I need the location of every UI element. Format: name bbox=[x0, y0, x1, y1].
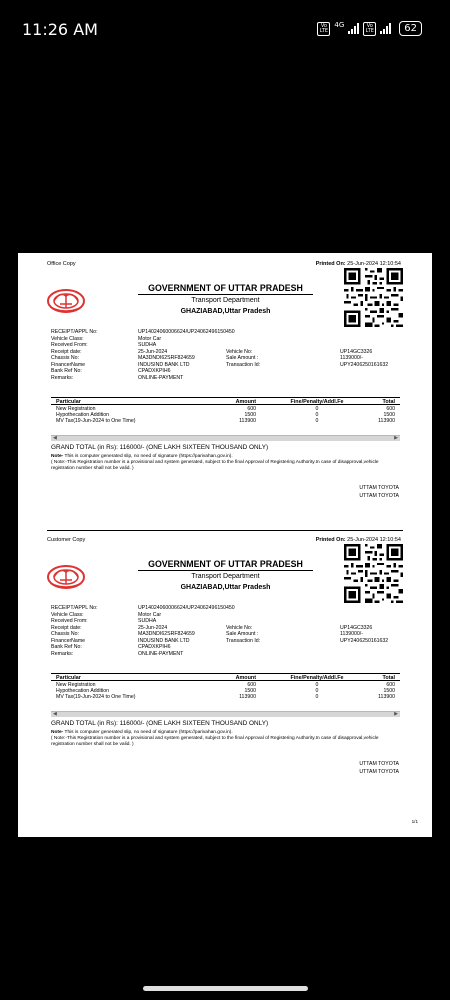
printed-label: Printed On: bbox=[315, 261, 346, 267]
vehicle-no-value: UP14GC3326 bbox=[340, 348, 373, 355]
sale-amount-label: Sale Amount : bbox=[226, 631, 259, 637]
financer-label: FinancerName bbox=[51, 637, 86, 644]
status-icons bbox=[317, 21, 422, 36]
note bbox=[51, 454, 403, 473]
printed-on bbox=[316, 261, 401, 267]
financer-value: INDUSIND BANK LTD bbox=[138, 637, 190, 644]
remarks-label: Remarks: bbox=[51, 650, 74, 657]
grand-total: GRAND TOTAL (in Rs): 116000/- (ONE LAKH SIXTEEN THOUSAND ONLY) bbox=[51, 720, 269, 727]
cell-amount: 1500 bbox=[244, 412, 256, 419]
signal-icon bbox=[348, 23, 359, 34]
cell-total: 113900 bbox=[378, 418, 395, 425]
cell-total: 1500 bbox=[383, 412, 395, 419]
receipt-date-value: 25-Jun-2024 bbox=[138, 624, 168, 631]
cell-particular: New Registration bbox=[56, 406, 96, 412]
financer-label: FinancerName bbox=[51, 361, 86, 368]
transaction-label: Transaction Id: bbox=[226, 361, 261, 368]
cell-fine: 0 bbox=[315, 682, 319, 688]
office-city: GHAZIABAD,Uttar Pradesh bbox=[180, 584, 271, 591]
vehicle-no-label: Vehicle No: bbox=[226, 624, 253, 631]
vehicle-class-label: Vehicle Class: bbox=[51, 335, 84, 342]
status-time: 11:26 AM bbox=[22, 20, 98, 39]
note-bold: Note- bbox=[51, 454, 64, 459]
cell-fine: 0 bbox=[315, 406, 319, 412]
cell-total: 600 bbox=[386, 682, 395, 688]
transaction-label: Transaction Id: bbox=[226, 637, 261, 644]
copy-label: Office Copy bbox=[47, 261, 76, 267]
cell-fine: 0 bbox=[315, 694, 319, 701]
signal-icon-2 bbox=[380, 23, 391, 34]
sale-amount-label: Sale Amount : bbox=[226, 355, 259, 361]
copy-label: Customer Copy bbox=[47, 537, 86, 543]
transaction-value: UPY2406250161632 bbox=[340, 637, 389, 644]
header-total: Total bbox=[382, 675, 395, 681]
printed-value: 25-Jun-2024 12:10:54 bbox=[347, 261, 401, 267]
bank-ref-value: CPADXKPIH6 bbox=[138, 644, 171, 650]
table-row bbox=[51, 417, 400, 423]
remarks-value: ONLINE-PAYMENT bbox=[138, 374, 184, 381]
volte-icon: Vo LTE bbox=[317, 22, 330, 36]
receipt-date-label: Receipt date: bbox=[51, 348, 82, 355]
printed-label: Printed On: bbox=[315, 537, 346, 543]
note-text: This is computer generated slip, no need of signature (https://parivahan.gov.in). bbox=[63, 730, 233, 735]
header-fine: Fine/Penalty/Addl.Fe bbox=[290, 675, 344, 681]
dealer-name-2: UTTAM TOYOTA bbox=[359, 492, 399, 499]
gov-title: GOVERNMENT OF UTTAR PRADESH bbox=[138, 559, 313, 571]
cell-amount: 113900 bbox=[239, 418, 256, 425]
header-amount: Amount bbox=[235, 399, 256, 405]
chassis-value: MA3DNDI62SRF824659 bbox=[138, 631, 195, 637]
cell-fine: 0 bbox=[315, 418, 319, 425]
fee-table bbox=[51, 673, 400, 700]
cell-amount: 600 bbox=[247, 406, 256, 412]
cell-total: 113900 bbox=[378, 694, 395, 701]
received-from-value: SUDHA bbox=[138, 618, 157, 624]
bank-ref-value: CPADXKPIH6 bbox=[138, 368, 171, 374]
network-type: 4G bbox=[334, 20, 345, 29]
vehicle-no-label: Vehicle No: bbox=[226, 348, 253, 355]
up-emblem-logo bbox=[46, 286, 86, 314]
header-fine: Fine/Penalty/Addl.Fe bbox=[290, 399, 344, 405]
table-row bbox=[51, 693, 400, 699]
remarks-value: ONLINE-PAYMENT bbox=[138, 650, 184, 657]
received-from-label: Received From: bbox=[51, 342, 88, 348]
cell-fine: 0 bbox=[315, 412, 319, 419]
fee-table bbox=[51, 397, 400, 424]
cell-particular: Hypothecation Addition bbox=[56, 412, 110, 419]
fee-table-header bbox=[51, 673, 400, 681]
horizontal-scrollbar[interactable] bbox=[51, 711, 400, 717]
grand-total: GRAND TOTAL (in Rs): 116000/- (ONE LAKH SIXTEEN THOUSAND ONLY) bbox=[51, 444, 269, 451]
vehicle-class-value: Motor Car bbox=[138, 611, 162, 618]
transaction-value: UPY2406250161632 bbox=[340, 361, 389, 368]
note-bold: Note- bbox=[51, 730, 64, 735]
chassis-label: Chassis No: bbox=[51, 355, 79, 361]
sale-amount-value: 1139000/- bbox=[340, 631, 363, 637]
fee-table-header bbox=[51, 397, 400, 405]
up-emblem-logo bbox=[46, 562, 86, 590]
cell-amount: 1500 bbox=[244, 688, 256, 695]
volte-icon-2: Vo LTE bbox=[363, 22, 376, 36]
qr-code bbox=[344, 544, 403, 603]
header-amount: Amount bbox=[235, 675, 256, 681]
receipt-date-value: 25-Jun-2024 bbox=[138, 348, 168, 355]
vehicle-class-label: Vehicle Class: bbox=[51, 611, 84, 618]
scroll-right-icon[interactable]: ▶ bbox=[394, 711, 398, 717]
note bbox=[51, 730, 403, 749]
cell-total: 600 bbox=[386, 406, 395, 412]
header-particular: Particular bbox=[56, 675, 81, 681]
dealer-name-2: UTTAM TOYOTA bbox=[359, 768, 399, 775]
receipt-appl-label: RECEIPT/APPL No: bbox=[51, 605, 98, 611]
cell-total: 1500 bbox=[383, 688, 395, 695]
page-number: 1/1 bbox=[411, 819, 418, 824]
received-from-label: Received From: bbox=[51, 618, 88, 624]
battery-icon: 62 bbox=[399, 21, 422, 36]
qr-code bbox=[344, 268, 403, 327]
receipt-appl-value: UP14024060006624/UP24062496150450 bbox=[138, 605, 235, 611]
cell-amount: 113900 bbox=[239, 694, 256, 701]
printed-value: 25-Jun-2024 12:10:54 bbox=[347, 537, 401, 543]
financer-value: INDUSIND BANK LTD bbox=[138, 361, 190, 368]
receipt-date-label: Receipt date: bbox=[51, 624, 82, 631]
received-from-value: SUDHA bbox=[138, 342, 157, 348]
chassis-value: MA3DNDI62SRF824659 bbox=[138, 355, 195, 361]
cell-particular: MV Tax(19-Jun-2024 to One Time) bbox=[56, 418, 136, 425]
gesture-nav-bar[interactable] bbox=[143, 986, 308, 991]
dealer-name: UTTAM TOYOTA bbox=[359, 761, 399, 767]
note-provisional: ( Note:-This Registration number is a provisional and system generated, subject to the final Approval of Registering Authority.In case of disapproval,vehicle registration number shall not be valid. ) bbox=[51, 736, 379, 748]
sale-amount-value: 1139000/- bbox=[340, 355, 363, 361]
vehicle-no-value: UP14GC3326 bbox=[340, 624, 373, 631]
copy-separator bbox=[47, 530, 403, 531]
department: Transport Department bbox=[191, 297, 260, 304]
cell-particular: New Registration bbox=[56, 682, 96, 688]
receipt-page bbox=[18, 253, 432, 837]
dealer-names bbox=[359, 485, 399, 500]
office-city: GHAZIABAD,Uttar Pradesh bbox=[180, 308, 271, 315]
cell-fine: 0 bbox=[315, 688, 319, 695]
note-provisional: ( Note:-This Registration number is a provisional and system generated, subject to the final Approval of Registering Authority.In case of disapproval,vehicle registration number shall not be valid. ) bbox=[51, 460, 379, 472]
scroll-left-icon[interactable]: ◀ bbox=[53, 711, 57, 717]
horizontal-scrollbar[interactable] bbox=[51, 435, 400, 441]
dealer-names bbox=[359, 761, 399, 776]
cell-particular: MV Tax(19-Jun-2024 to One Time) bbox=[56, 694, 136, 701]
header-total: Total bbox=[382, 399, 395, 405]
dealer-name: UTTAM TOYOTA bbox=[359, 485, 399, 491]
department: Transport Department bbox=[191, 573, 260, 580]
receipt-appl-value: UP14024060006624/UP24062496150450 bbox=[138, 329, 235, 335]
chassis-label: Chassis No: bbox=[51, 631, 79, 637]
remarks-label: Remarks: bbox=[51, 374, 74, 381]
cell-particular: Hypothecation Addition bbox=[56, 688, 110, 695]
scroll-right-icon[interactable]: ▶ bbox=[394, 435, 398, 441]
cell-amount: 600 bbox=[247, 682, 256, 688]
receipt-appl-label: RECEIPT/APPL No: bbox=[51, 329, 98, 335]
header-particular: Particular bbox=[56, 399, 81, 405]
vehicle-class-value: Motor Car bbox=[138, 335, 162, 342]
gov-title: GOVERNMENT OF UTTAR PRADESH bbox=[138, 283, 313, 295]
note-text: This is computer generated slip, no need of signature (https://parivahan.gov.in). bbox=[63, 454, 233, 459]
bank-ref-label: Bank Ref No: bbox=[51, 368, 82, 374]
scroll-left-icon[interactable]: ◀ bbox=[53, 435, 57, 441]
printed-on bbox=[316, 537, 401, 543]
bank-ref-label: Bank Ref No: bbox=[51, 644, 82, 650]
status-bar bbox=[0, 0, 450, 60]
